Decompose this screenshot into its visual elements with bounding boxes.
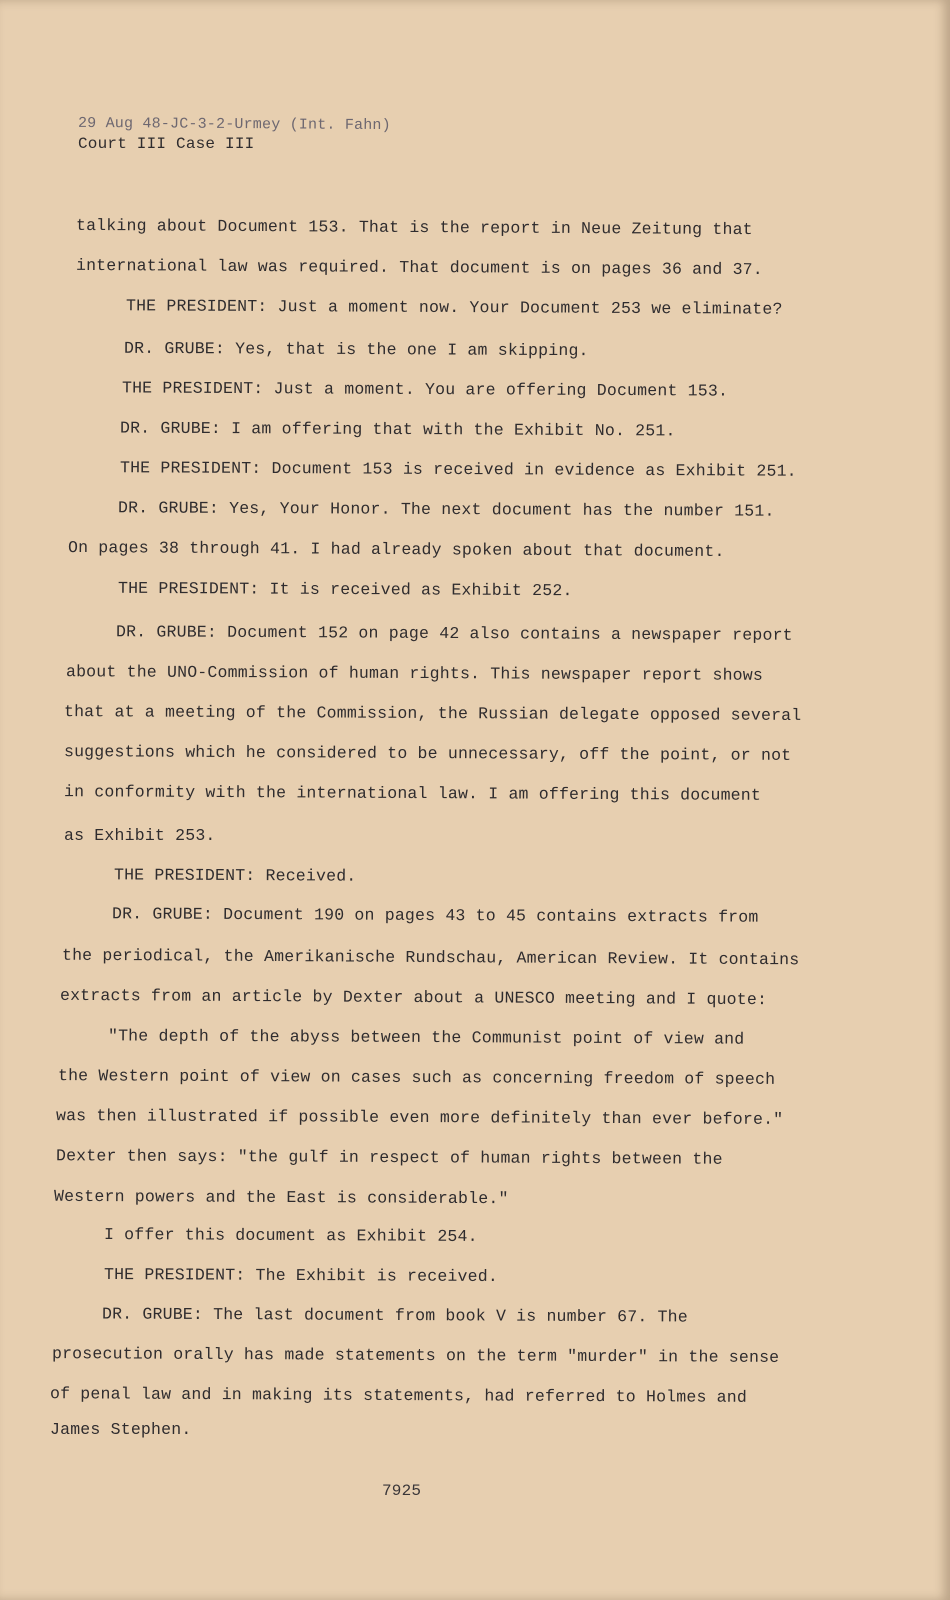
- text-line: DR. GRUBE: Document 190 on pages 43 to 45 contains extracts from: [111, 904, 759, 927]
- text-line: about the UNO-Commission of human rights. This newspaper report shows: [65, 662, 764, 685]
- header-line-1: 29 Aug 48-JC-3-2-Urmey (Int. Fahn): [77, 114, 391, 135]
- text-line: I offer this document as Exhibit 254.: [103, 1225, 478, 1246]
- text-line: DR. GRUBE: Yes, Your Honor. The next document has the number 151.: [117, 498, 775, 521]
- text-line: Western powers and the East is considerable.": [53, 1186, 509, 1209]
- text-line: THE PRESIDENT: Document 153 is received in evidence as Exhibit 251.: [119, 458, 797, 481]
- text-line: DR. GRUBE: I am offering that with the Exhibit No. 251.: [119, 418, 676, 441]
- text-line: suggestions which he considered to be unnecessary, off the point, or not: [63, 742, 792, 765]
- text-line: prosecution orally has made statements on the term "murder" in the sense: [51, 1344, 780, 1367]
- text-line: the Western point of view on cases such as concerning freedom of speech: [57, 1066, 776, 1089]
- text-line: DR. GRUBE: Document 152 on page 42 also contains a newspaper report: [115, 622, 793, 645]
- text-line: THE PRESIDENT: Just a moment. You are offering Document 153.: [121, 378, 729, 401]
- text-line: that at a meeting of the Commission, the Russian delegate opposed several: [63, 702, 802, 725]
- text-line: "The depth of the abyss between the Communist point of view and: [107, 1026, 745, 1049]
- text-line: THE PRESIDENT: It is received as Exhibit 252.: [117, 578, 573, 601]
- text-line: James Stephen.: [50, 1420, 192, 1439]
- text-line: was then illustrated if possible even more definitely than ever before.": [55, 1106, 784, 1129]
- text-line: On pages 38 through 41. I had already spoken about that document.: [67, 537, 725, 562]
- text-line: talking about Document 153. That is the report in Neue Zeitung that: [75, 215, 753, 240]
- page-number: 7925: [382, 1482, 422, 1500]
- text-line: the periodical, the Amerikanische Rundschau, American Review. It contains: [61, 945, 800, 970]
- text-line: of penal law and in making its statements, had referred to Holmes and: [49, 1384, 748, 1407]
- text-line: extracts from an article by Dexter about a UNESCO meeting and I quote:: [59, 985, 768, 1010]
- text-line: THE PRESIDENT: Just a moment now. Your Document 253 we eliminate?: [125, 296, 783, 319]
- header-line-2: Court III Case III: [78, 135, 255, 153]
- text-line: Dexter then says: "the gulf in respect of human rights between the: [55, 1146, 723, 1169]
- text-line: DR. GRUBE: The last document from book V is number 67. The: [101, 1304, 688, 1327]
- text-line: in conformity with the international law. I am offering this document: [63, 782, 762, 805]
- text-line: international law was required. That document is on pages 36 and 37.: [75, 255, 763, 280]
- text-line: THE PRESIDENT: The Exhibit is received.: [103, 1264, 499, 1287]
- text-line: THE PRESIDENT: Received.: [113, 865, 357, 886]
- text-line: as Exhibit 253.: [64, 826, 216, 845]
- text-line: DR. GRUBE: Yes, that is the one I am skipping.: [123, 338, 589, 361]
